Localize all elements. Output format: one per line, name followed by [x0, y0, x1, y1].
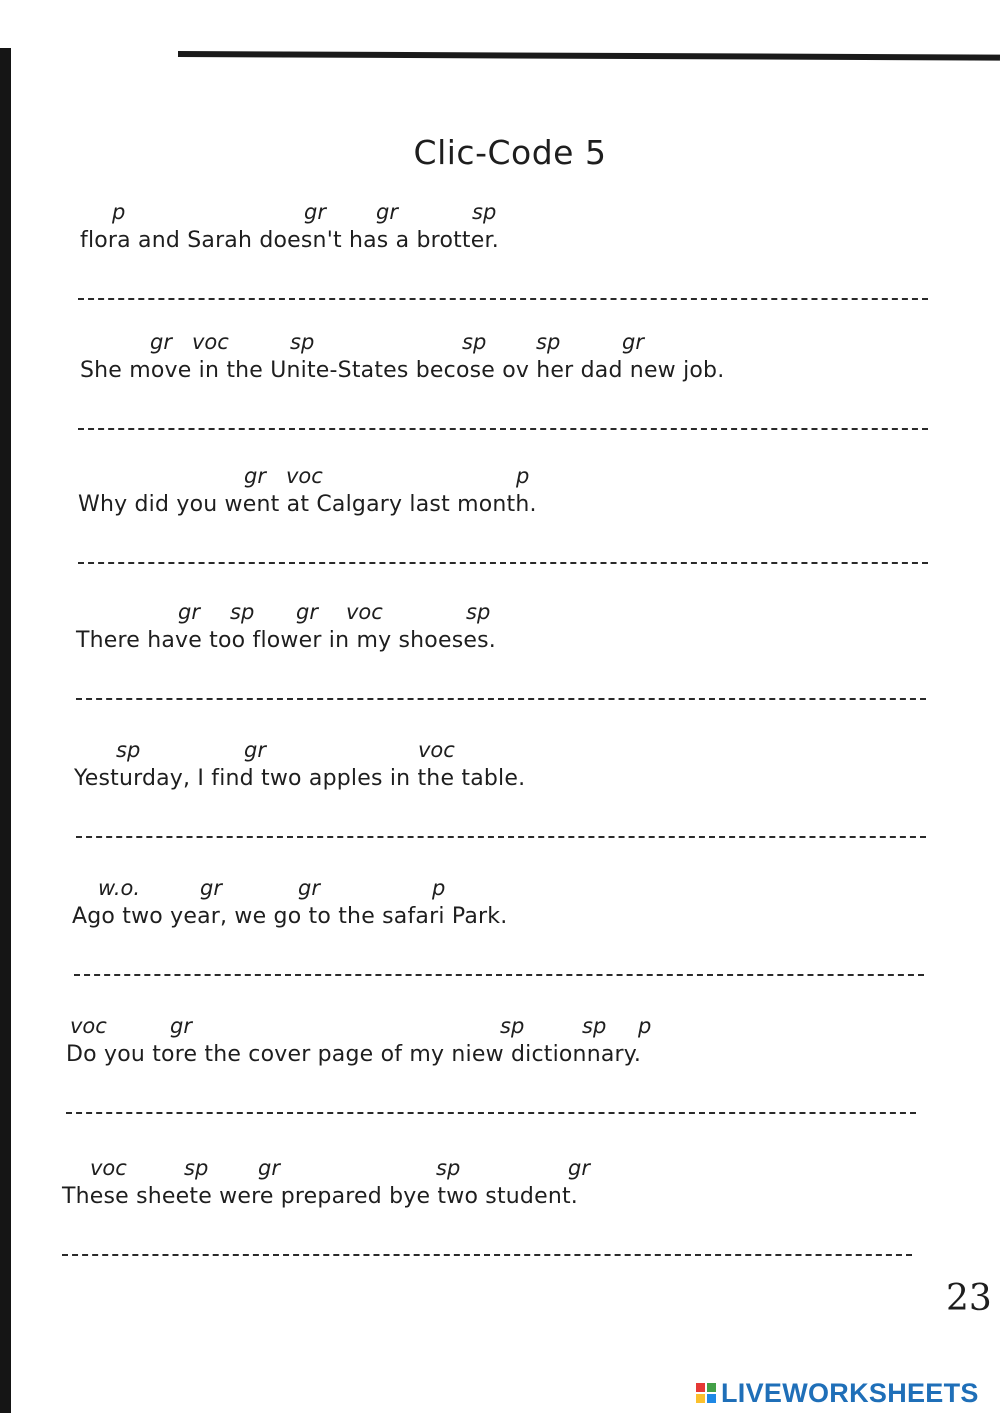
sentence: Ago two year, we go to the safari Park.: [72, 904, 508, 929]
exercise-item-6: [0, 876, 1000, 1006]
sentence: There have too flower in my shoeses.: [76, 628, 496, 653]
sentence: flora and Sarah doesn't has a brotter.: [80, 228, 499, 253]
exercise-item-1: [0, 200, 1000, 330]
error-code: sp: [582, 1014, 607, 1038]
error-code: gr: [244, 738, 266, 762]
liveworksheets-logo: [696, 1378, 979, 1408]
error-code: gr: [200, 876, 222, 900]
error-code: sp: [462, 330, 487, 354]
error-code: gr: [178, 600, 200, 624]
exercise-item-5: [0, 738, 1000, 868]
answer-field[interactable]: [78, 536, 928, 564]
error-code: sp: [472, 200, 497, 224]
error-code: gr: [568, 1156, 590, 1180]
error-code: p: [516, 464, 530, 488]
brand-square: [696, 1383, 705, 1392]
brand-name: LIVEWORKSHEETS: [721, 1377, 979, 1408]
error-code: voc: [346, 600, 383, 624]
error-code: voc: [70, 1014, 107, 1038]
brand-square: [707, 1383, 716, 1392]
sentence: Do you tore the cover page of my niew dictionnary.: [66, 1042, 642, 1067]
exercise-item-7: [0, 1014, 1000, 1144]
answer-field[interactable]: [76, 810, 926, 838]
error-code: voc: [286, 464, 323, 488]
answer-field[interactable]: [74, 948, 924, 976]
answer-field[interactable]: [78, 402, 928, 430]
error-code: voc: [418, 738, 455, 762]
error-code: p: [638, 1014, 652, 1038]
sentence: Why did you went at Calgary last month.: [78, 492, 537, 517]
error-code: sp: [466, 600, 491, 624]
error-code: p: [112, 200, 126, 224]
error-code: sp: [116, 738, 141, 762]
error-code: gr: [296, 600, 318, 624]
error-code: gr: [376, 200, 398, 224]
error-code: sp: [436, 1156, 461, 1180]
sentence: These sheete were prepared bye two student.: [62, 1184, 578, 1209]
answer-field[interactable]: [62, 1228, 912, 1256]
exercise-item-2: [0, 330, 1000, 460]
brand-square: [707, 1394, 716, 1403]
error-code: gr: [258, 1156, 280, 1180]
error-code: gr: [304, 200, 326, 224]
page-title: Clic-Code 5: [413, 133, 607, 172]
error-code: sp: [500, 1014, 525, 1038]
page-number: 23: [946, 1278, 992, 1319]
sentence: She move in the Unite-States becose ov her dad new job.: [80, 358, 725, 383]
error-code: gr: [298, 876, 320, 900]
error-code: p: [432, 876, 446, 900]
error-code: gr: [170, 1014, 192, 1038]
error-code: gr: [244, 464, 266, 488]
sentence: Yesturday, I find two apples in the table.: [74, 766, 526, 791]
exercise-item-3: [0, 464, 1000, 594]
error-code: sp: [536, 330, 561, 354]
brand-square: [696, 1394, 705, 1403]
top-rule: [178, 51, 1000, 61]
exercise-item-4: [0, 600, 1000, 730]
error-code: sp: [290, 330, 315, 354]
brand-grid-icon: [696, 1383, 716, 1403]
error-code: sp: [184, 1156, 209, 1180]
error-code: sp: [230, 600, 255, 624]
error-code: gr: [150, 330, 172, 354]
error-code: gr: [622, 330, 644, 354]
error-code: voc: [192, 330, 229, 354]
answer-field[interactable]: [66, 1086, 916, 1114]
error-code: w.o.: [98, 876, 141, 900]
answer-field[interactable]: [78, 272, 928, 300]
error-code: voc: [90, 1156, 127, 1180]
answer-field[interactable]: [76, 672, 926, 700]
exercise-item-8: [0, 1156, 1000, 1286]
